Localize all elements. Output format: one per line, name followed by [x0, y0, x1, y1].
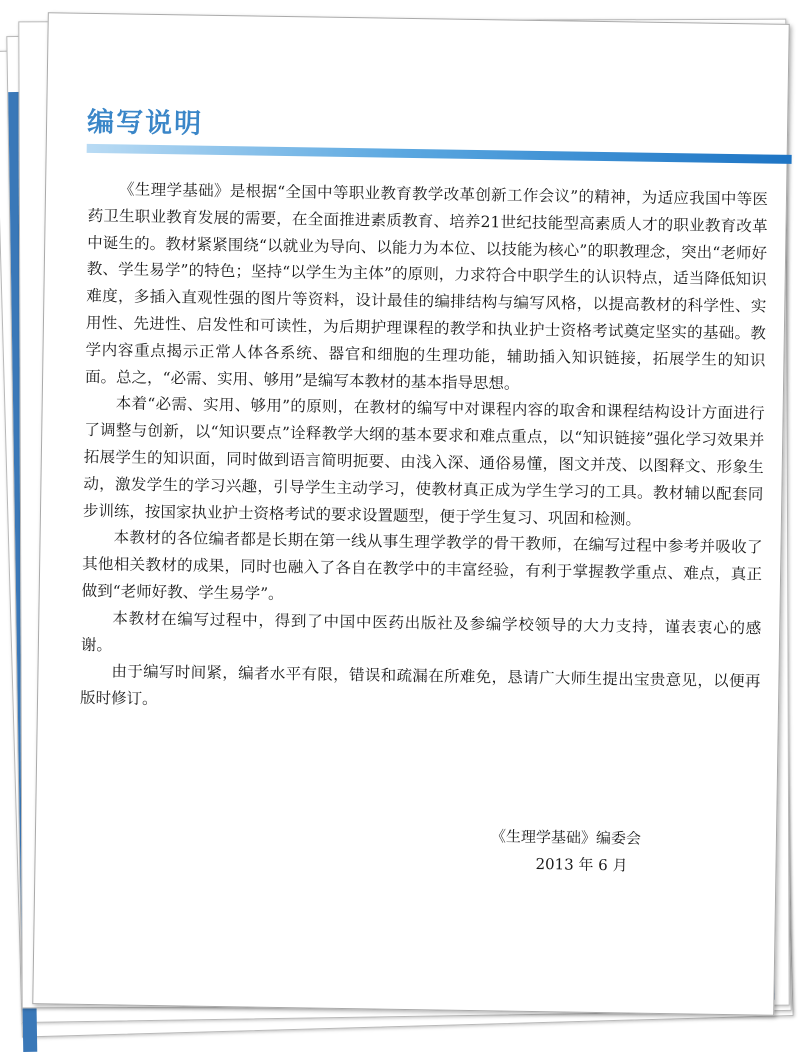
paragraph: 本着“必需、实用、够用”的原则，在教材的编写中对课程内容的取舍和课程结构设计方面进行了调整与创新，以“知识要点”诠释教学大纲的基本要求和难点重点，以“知识链接”强化学习效果并拓展学生的知识面，同时做到语言简明扼要、由浅入深、通俗易懂，图文并茂、以图释文、形象生动，激发学生的学习兴趣，引导学生主动学习，使教材真正成为学生学习的工具。教材辅以配套同步训练，按国家执业护士资格考试的要求设置题型，便于学生复习、巩固和检测。 — [82, 394, 765, 529]
paragraph: 本教材的各位编者都是长期在第一线从事生理学教学的骨干教师，在编写过程中参考并吸收了其他相关教材的成果，同时也融入了各自在教学中的丰富经验，有利于掌握教学重点、难点，真正做到“老师好教、学生易学”。 — [81, 528, 763, 603]
body-text — [80, 176, 768, 723]
paragraph: 《生理学基础》是根据“全国中等职业教育教学改革创新工作会议”的精神，为适应我国中等医药卫生职业教育发展的需要，在全面推进素质教育、培养21世纪技能型高素质人才的职业教育改革中诞生的。教材紧紧围绕“以就业为导向、以能力为本位、以技能为核心”的职教理念，突出“老师好教、学生易学”的特色；坚持“以学生为主体”的原则，力求符合中职学生的认识特点，适当降低知识难度，多插入直观性强的图片等资料，设计最佳的编排结构与编写风格，以提高教材的科学性、实用性、先进性、启发性和可读性，为后期护理课程的教学和执业护士资格考试奠定坚实的基础。教学内容重点揭示正常人体各系统、器官和细胞的生理功能，辅助插入知识链接，拓展学生的知识面。总之，“必需、实用、够用”是编写本教材的基本指导思想。 — [84, 180, 769, 393]
document-page — [32, 12, 789, 1016]
signature: 《生理学基础》编委会 — [490, 827, 642, 848]
date: 2013 年 6 月 — [535, 855, 628, 875]
paragraph: 本教材在编写过程中，得到了中国中医药出版社及参编学校领导的大力支持，谨表衷心的感谢。 — [80, 609, 762, 654]
page-title: 编写说明 — [86, 106, 204, 140]
title-underline — [87, 144, 792, 164]
paragraph: 由于编写时间紧，编者水平有限，错误和疏漏在所难免，恳请广大师生提出宝贵意见，以便再版时修订。 — [79, 662, 761, 709]
